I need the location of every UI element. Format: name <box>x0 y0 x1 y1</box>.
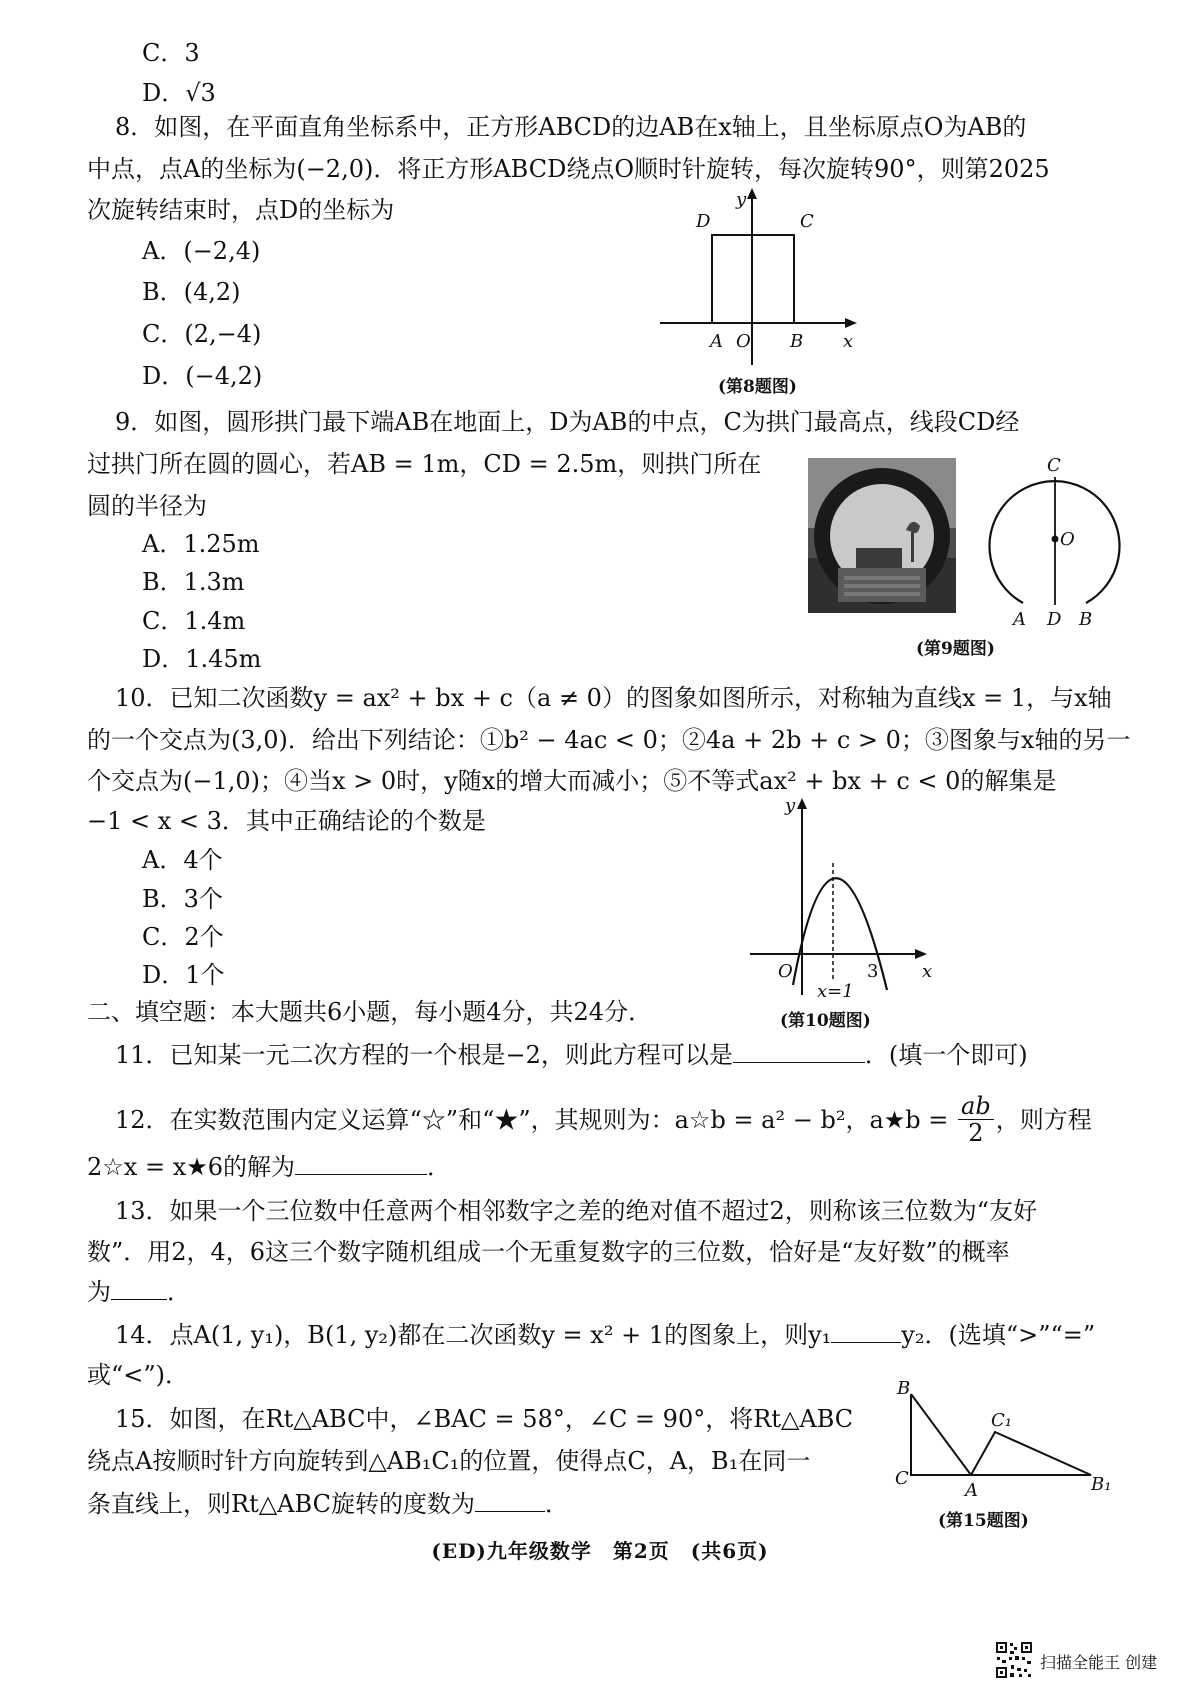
q15-triangle-abc <box>911 1394 971 1475</box>
q9-option-a: A．1.25m <box>142 530 260 558</box>
q10-stem-line4: −1 < x < 3．其中正确结论的个数是 <box>87 807 486 835</box>
q12-line1 <box>115 1092 1092 1148</box>
q13-line3-before: 为 <box>87 1278 111 1306</box>
q8-label-D: D <box>696 211 711 232</box>
q8-option-d: D．(−4,2) <box>142 362 263 390</box>
q9-label-B: B <box>1079 609 1093 630</box>
prev-option-d: D．√3 <box>142 79 216 107</box>
q10-label-axis: x=1 <box>817 981 854 1000</box>
q9-option-b: B．1.3m <box>142 568 245 596</box>
page-footer: (ED)九年级数学 第2页 (共6页) <box>431 1539 769 1563</box>
q9-label-D: D <box>1047 609 1062 630</box>
q8-label-A: A <box>710 331 723 352</box>
q12-frac-den: 2 <box>968 1119 984 1147</box>
q15-figure-caption: (第15题图) <box>938 1511 1029 1531</box>
q8-stem-line3: 次旋转结束时，点D的坐标为 <box>87 196 395 224</box>
q10-option-a: A．4个 <box>142 846 223 874</box>
q10-option-b: B．3个 <box>142 885 223 913</box>
q12-line2-after: ． <box>427 1153 452 1181</box>
q8-label-C: C <box>800 211 814 232</box>
q8-stem-line2: 中点，点A的坐标为(−2,0)．将正方形ABCD绕点O顺时针旋转，每次旋转90°，则第2025 <box>87 155 1050 183</box>
q8-option-a: A．(−2,4) <box>142 237 261 265</box>
watermark-text: 扫描全能王 创建 <box>1040 1653 1158 1672</box>
q10-stem-line3: 个交点为(−1,0)；④当x > 0时，y随x的增大而减小；⑤不等式ax² + bx + c < 0的解集是 <box>87 767 1057 795</box>
q8-label-x: x <box>843 331 854 352</box>
q10-label-x: x <box>922 961 933 982</box>
q15-line3-after: ． <box>544 1490 569 1518</box>
q10-figure-caption: (第10题图) <box>780 1011 871 1031</box>
q9-stem-line3: 圆的半径为 <box>87 492 207 520</box>
prev-option-c: C．3 <box>142 39 200 67</box>
q14-answer-blank[interactable] <box>831 1320 901 1343</box>
q14-text-before: 14．点A(1, y₁)，B(1, y₂)都在二次函数y = x² + 1的图象上，则y₁ <box>115 1321 832 1349</box>
q10-figure <box>745 795 945 1000</box>
q14-stem-line2: 或“<”)． <box>87 1361 190 1389</box>
q9-option-c: C．1.4m <box>142 607 246 635</box>
q15-label-C1: C₁ <box>991 1410 1012 1431</box>
q9-stem-line1: 9．如图，圆形拱门最下端AB在地面上，D为AB的中点，C为拱门最高点，线段CD经 <box>115 408 1020 436</box>
q9-figure <box>985 455 1125 635</box>
q10-stem-line2: 的一个交点为(3,0)．给出下列结论：①b² − 4ac < 0；②4a + 2b + c > 0；③图象与x轴的另一 <box>87 726 1131 754</box>
q11-answer-blank[interactable] <box>733 1040 865 1063</box>
q12-text-end: ，则方程 <box>995 1106 1092 1134</box>
q10-option-d: D．1个 <box>142 961 225 989</box>
q12-text: 12．在实数范围内定义运算“☆”和“★”，其规则为：a☆b = a² − b²，a★b = <box>115 1106 949 1134</box>
q13-stem-line2: 数”．用2，4，6这三个数字随机组成一个无重复数字的三位数，恰好是“友好数”的概率 <box>87 1238 1010 1266</box>
q9-label-O: O <box>1060 529 1075 550</box>
q8-figure <box>650 185 870 365</box>
q15-triangle-ab1c1 <box>971 1432 1091 1475</box>
q15-stem-line2: 绕点A按顺时针方向旋转到△AB₁C₁的位置，使得点C，A，B₁在同一 <box>87 1447 811 1475</box>
q9-center-o <box>1052 536 1059 543</box>
q10-label-y: y <box>785 795 796 816</box>
q15-line3-before: 条直线上，则Rt△ABC旋转的度数为 <box>87 1490 475 1518</box>
q8-option-b: B．(4,2) <box>142 278 241 306</box>
q15-answer-blank[interactable] <box>475 1489 545 1512</box>
q11-text-before: 11．已知某一元二次方程的一个根是−2，则此方程可以是 <box>115 1041 733 1069</box>
q9-figure-caption: (第9题图) <box>916 639 995 659</box>
q15-label-B: B <box>897 1380 911 1399</box>
q9-arch-photo <box>808 458 956 613</box>
q9-label-A: A <box>1013 609 1026 630</box>
q11-text-after: ．(填一个即可) <box>864 1041 1028 1069</box>
q14-stem-line1 <box>115 1318 1095 1352</box>
q10-option-c: C．2个 <box>142 923 224 951</box>
q10-y-arrow <box>797 798 807 809</box>
q8-x-arrow <box>845 318 857 328</box>
q9-stem-line2: 过拱门所在圆的圆心，若AB = 1m，CD = 2.5m，则拱门所在 <box>87 450 762 478</box>
q8-y-arrow <box>747 188 757 199</box>
q13-answer-blank[interactable] <box>111 1277 167 1300</box>
q15-label-C: C <box>895 1468 909 1489</box>
q15-figure <box>895 1380 1120 1510</box>
qr-code-icon <box>995 1641 1033 1679</box>
q8-label-B: B <box>790 331 804 352</box>
q15-label-A: A <box>965 1480 978 1501</box>
q10-label-3: 3 <box>867 961 879 982</box>
q15-stem-line3 <box>87 1487 569 1521</box>
q12-line2 <box>87 1150 451 1184</box>
q8-figure-caption: (第8题图) <box>718 377 797 397</box>
q9-option-d: D．1.45m <box>142 645 262 673</box>
q8-label-y: y <box>736 189 747 210</box>
q8-stem-line1: 8．如图，在平面直角坐标系中，正方形ABCD的边AB在x轴上，且坐标原点O为AB的 <box>115 113 1027 141</box>
section-2-heading: 二、填空题：本大题共6小题，每小题4分，共24分． <box>87 998 653 1026</box>
q13-stem-line3 <box>87 1275 191 1309</box>
q8-label-O: O <box>736 331 751 352</box>
q12-answer-blank[interactable] <box>295 1152 427 1175</box>
q8-option-c: C．(2,−4) <box>142 320 262 348</box>
q9-label-C: C <box>1047 455 1061 476</box>
q10-stem-line1: 10．已知二次函数y = ax² + bx + c（a ≠ 0）的图象如图所示，对称轴为直线x = 1，与x轴 <box>115 684 1112 712</box>
q10-x-arrow <box>915 949 927 959</box>
q10-label-O: O <box>778 961 793 982</box>
q13-line3-after: ． <box>167 1278 191 1306</box>
q11-stem <box>115 1038 1028 1072</box>
q15-label-B1: B₁ <box>1091 1474 1112 1495</box>
q14-text-after: y₂．(选填“>”“=” <box>901 1321 1096 1349</box>
q12-fraction <box>958 1093 994 1146</box>
q13-stem-line1: 13．如果一个三位数中任意两个相邻数字之差的绝对值不超过2，则称该三位数为“友好 <box>115 1197 1038 1225</box>
q12-frac-num: ab <box>958 1093 994 1120</box>
q15-stem-line1: 15．如图，在Rt△ABC中，∠BAC = 58°，∠C = 90°，将Rt△ABC <box>115 1405 854 1433</box>
q12-line2-before: 2☆x = x★6的解为 <box>87 1153 296 1181</box>
